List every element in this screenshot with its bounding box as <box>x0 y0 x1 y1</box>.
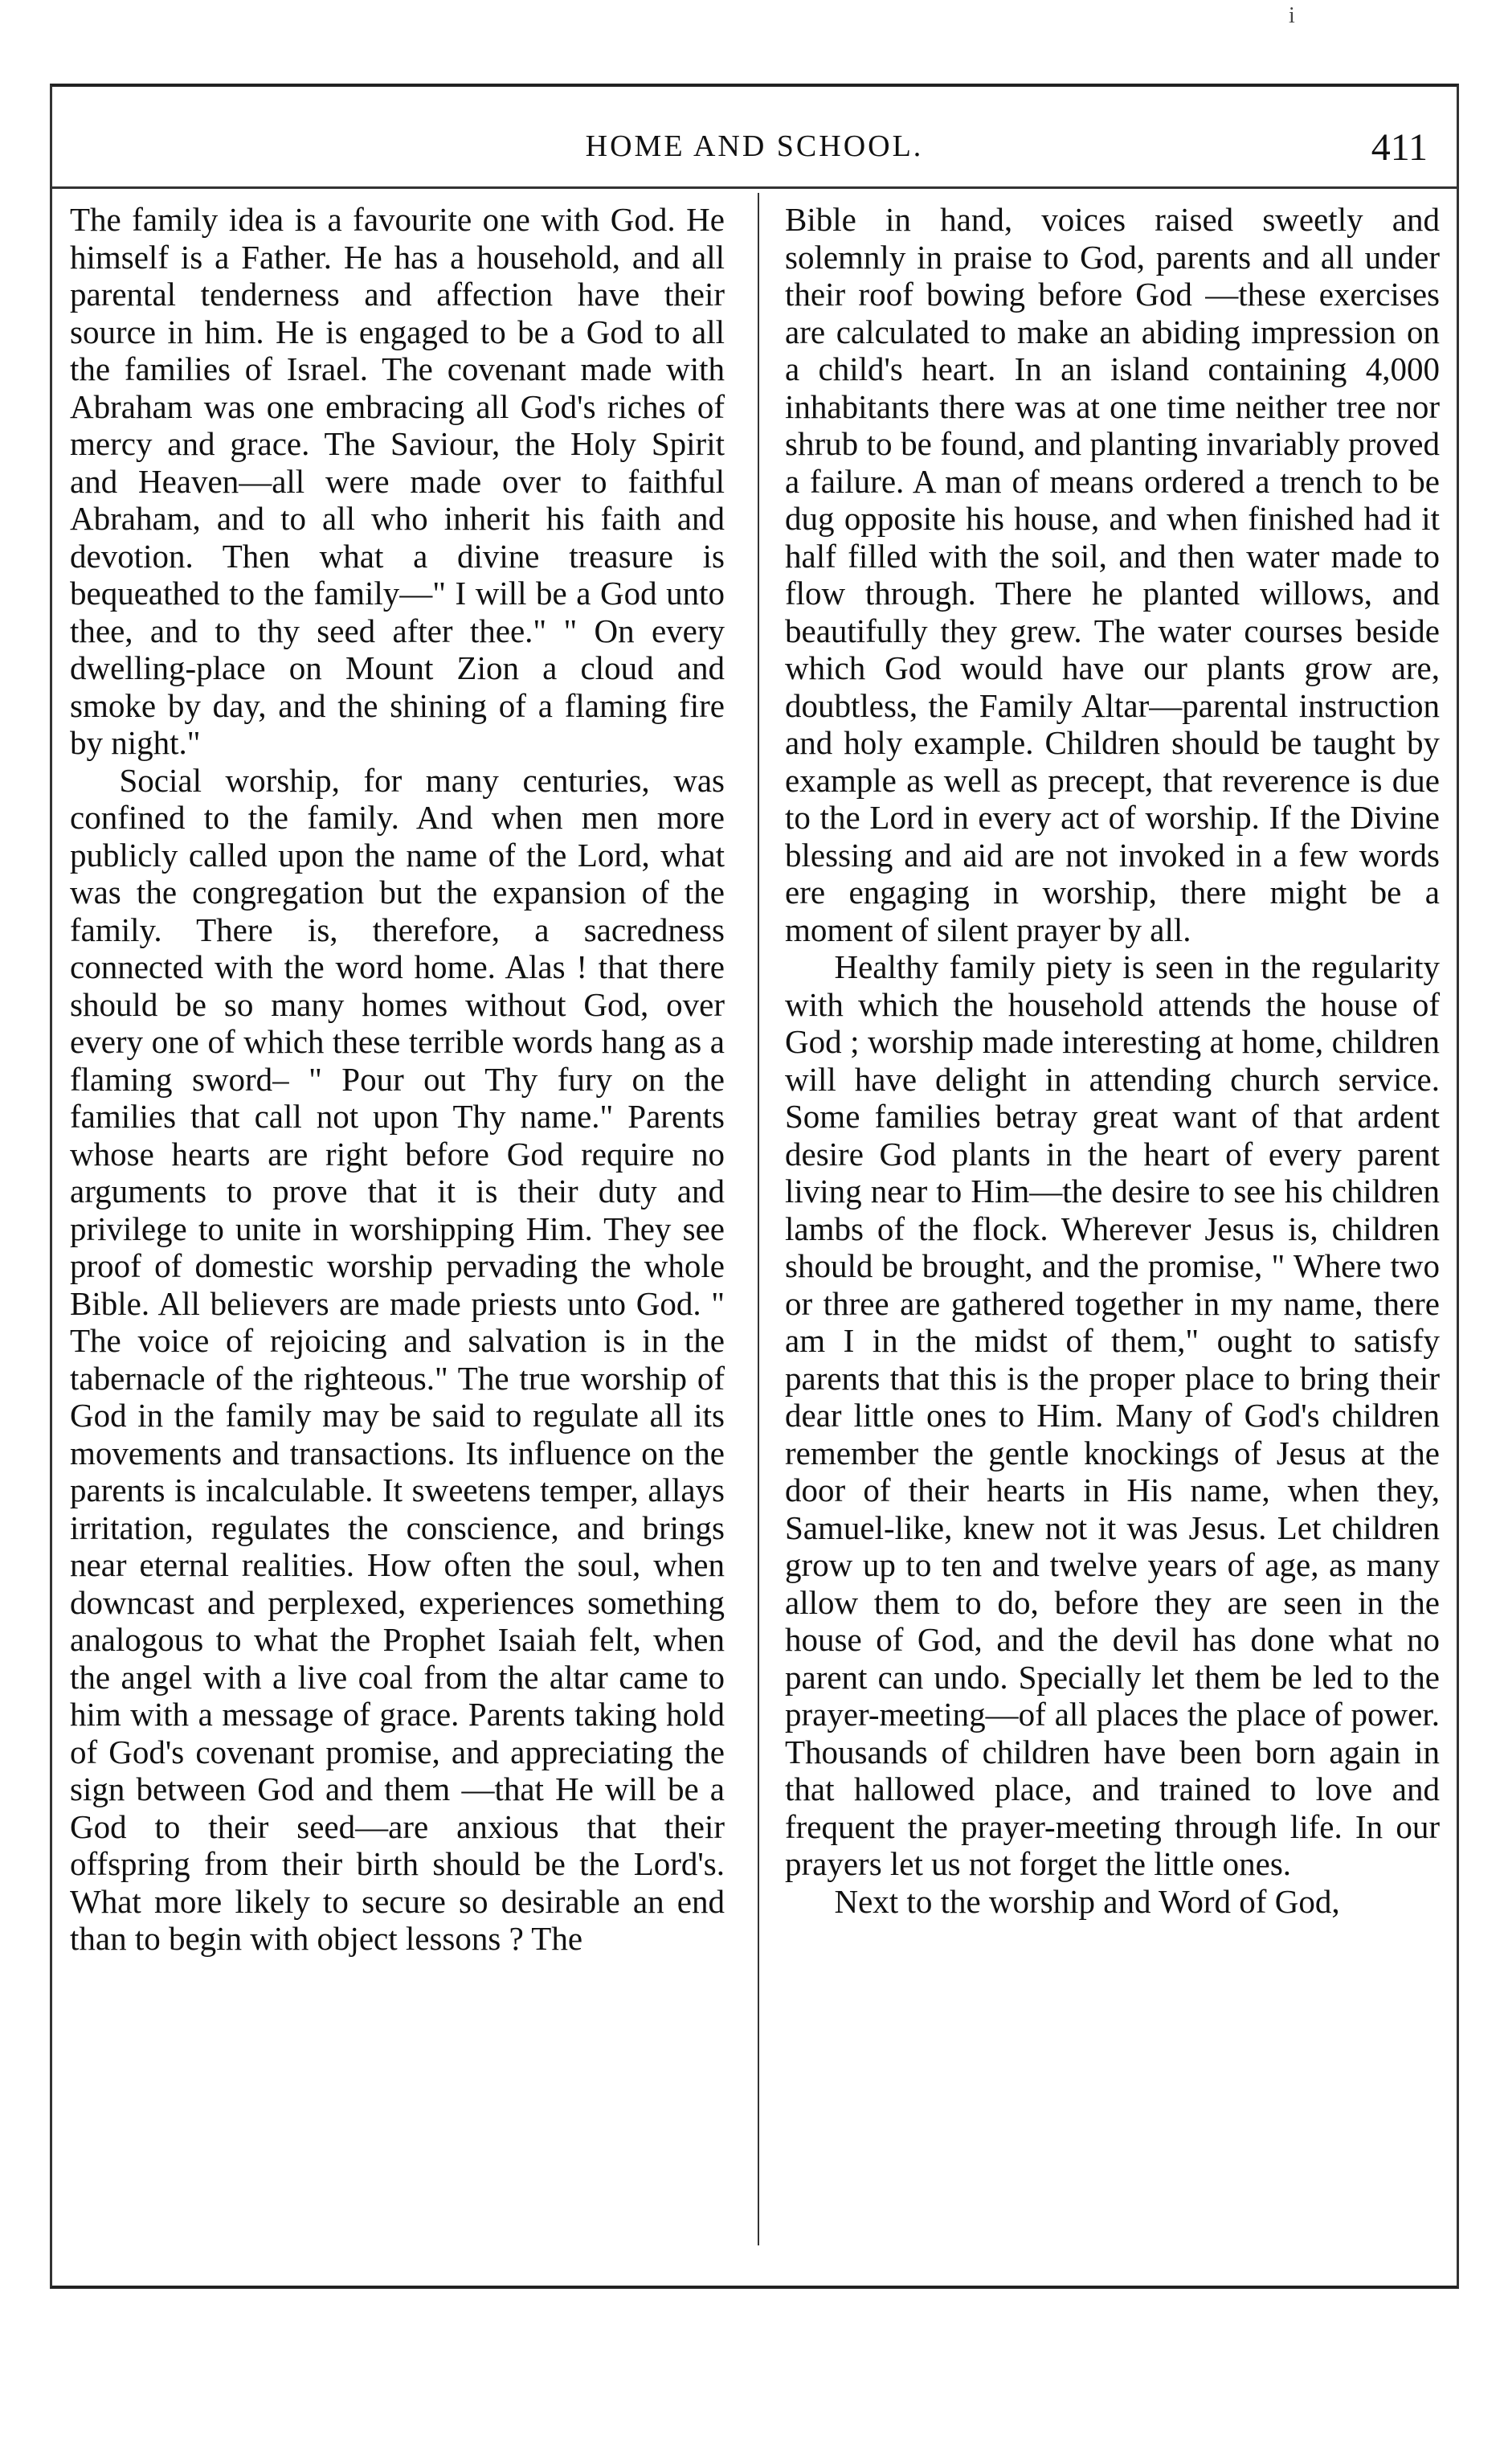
paragraph: Social worship, for many centuries, was confined to the family. And when men more publicly called upon the name of the Lord, what was the congregation but the expansion of the family. There is, therefore, a sacredness connected with the word home. Alas ! that there should be so many homes without God, over every one of which these terrible words hang as a flaming sword– " Pour out Thy fury on the families that call not upon Thy name." Parents whose hearts are right before God require no arguments to prove that it is their duty and privilege to unite in worshipping Him. They see proof of domestic worship pervading the whole Bible. All believers are made priests unto God. " The voice of rejoicing and salvation is in the tabernacle of the righteous." The true worship of God in the family may be said to regulate all its movements and transactions. Its influence on the parents is incalculable. It sweetens temper, allays irritation, regulates the conscience, and brings near eternal realities. How often the soul, when downcast and perplexed, experiences something analogous to what the Prophet Isaiah felt, when the angel with a live coal from the altar came to him with a message of grace. Parents taking hold of God's covenant promise, and appreciating the sign between God and them —that He will be a God to their seed—are anxious that their offspring from their birth should be the Lord's. What more likely to secure so desirable an end than to begin with object lessons ? The <box>70 761 725 1957</box>
paragraph: Bible in hand, voices raised sweetly and solemnly in praise to God, parents and all under their roof bowing before God —these exercises are calculated to make an abiding impression on a child's heart. In an island containing 4,000 inhabitants there was at one time neither tree nor shrub to be found, and planting invariably proved a failure. A man of means ordered a trench to be dug opposite his house, and when finished had it half filled with the soil, and then water made to flow through. There he planted willows, and beautifully they grew. The water courses beside which God would have our plants grow are, doubtless, the Family Altar—parental instruction and holy example. Children should be taught by example as well as precept, that reverence is due to the Lord in every act of worship. If the Divine blessing and aid are not invoked in a few words ere engaging in worship, there might be a moment of silent prayer by all. <box>785 201 1440 948</box>
page-frame <box>50 84 1459 2289</box>
left-column <box>70 201 725 1958</box>
corner-mark: i <box>1289 3 1295 28</box>
right-column <box>785 201 1440 1920</box>
paragraph: Next to the worship and Word of God, <box>834 1882 1340 1920</box>
running-head <box>52 126 1457 177</box>
running-title: HOME AND SCHOOL. <box>585 129 924 163</box>
page-number: 411 <box>1371 126 1428 169</box>
header-rule <box>52 186 1457 189</box>
paragraph: The family idea is a favourite one with God. He himself is a Father. He has a household, and all parental tenderness and affection have their source in him. He is engaged to be a God to all the families of Israel. The covenant made with Abraham was one embracing all God's riches of mercy and grace. The Saviour, the Holy Spirit and Heaven—all were made over to faithful Abraham, and to all who inherit his faith and devotion. Then what a divine treasure is bequeathed to the family—" I will be a God unto thee, and to thy seed after thee." " On every dwelling-place on Mount Zion a cloud and smoke by day, and the shining of a flaming fire by night." <box>70 201 725 761</box>
paragraph: Healthy family piety is seen in the regularity with which the household attends the house of God ; worship made interesting at home, children will have delight in attending church service. Some families betray great want of that ardent desire God plants in the heart of every parent living near to Him—the desire to see his children lambs of the flock. Wherever Jesus is, children should be brought, and the promise, " Where two or three are gathered together in my name, there am I in the midst of them," ought to satisfy parents that this is the proper place to bring their dear little ones to Him. Many of God's children remember the gentle knockings of Jesus at the door of their hearts in His name, when they, Samuel-like, knew not it was Jesus. Let children grow up to ten and twelve years of age, as many allow them to do, before they are seen in the house of God, and the devil has done what no parent can undo. Specially let them be led to the prayer-meeting—of all places the place of power. Thousands of children have been born again in that hallowed place, and trained to love and frequent the prayer-meeting through life. In our prayers let us not forget the little ones. <box>785 948 1440 1882</box>
column-divider <box>758 193 759 2245</box>
